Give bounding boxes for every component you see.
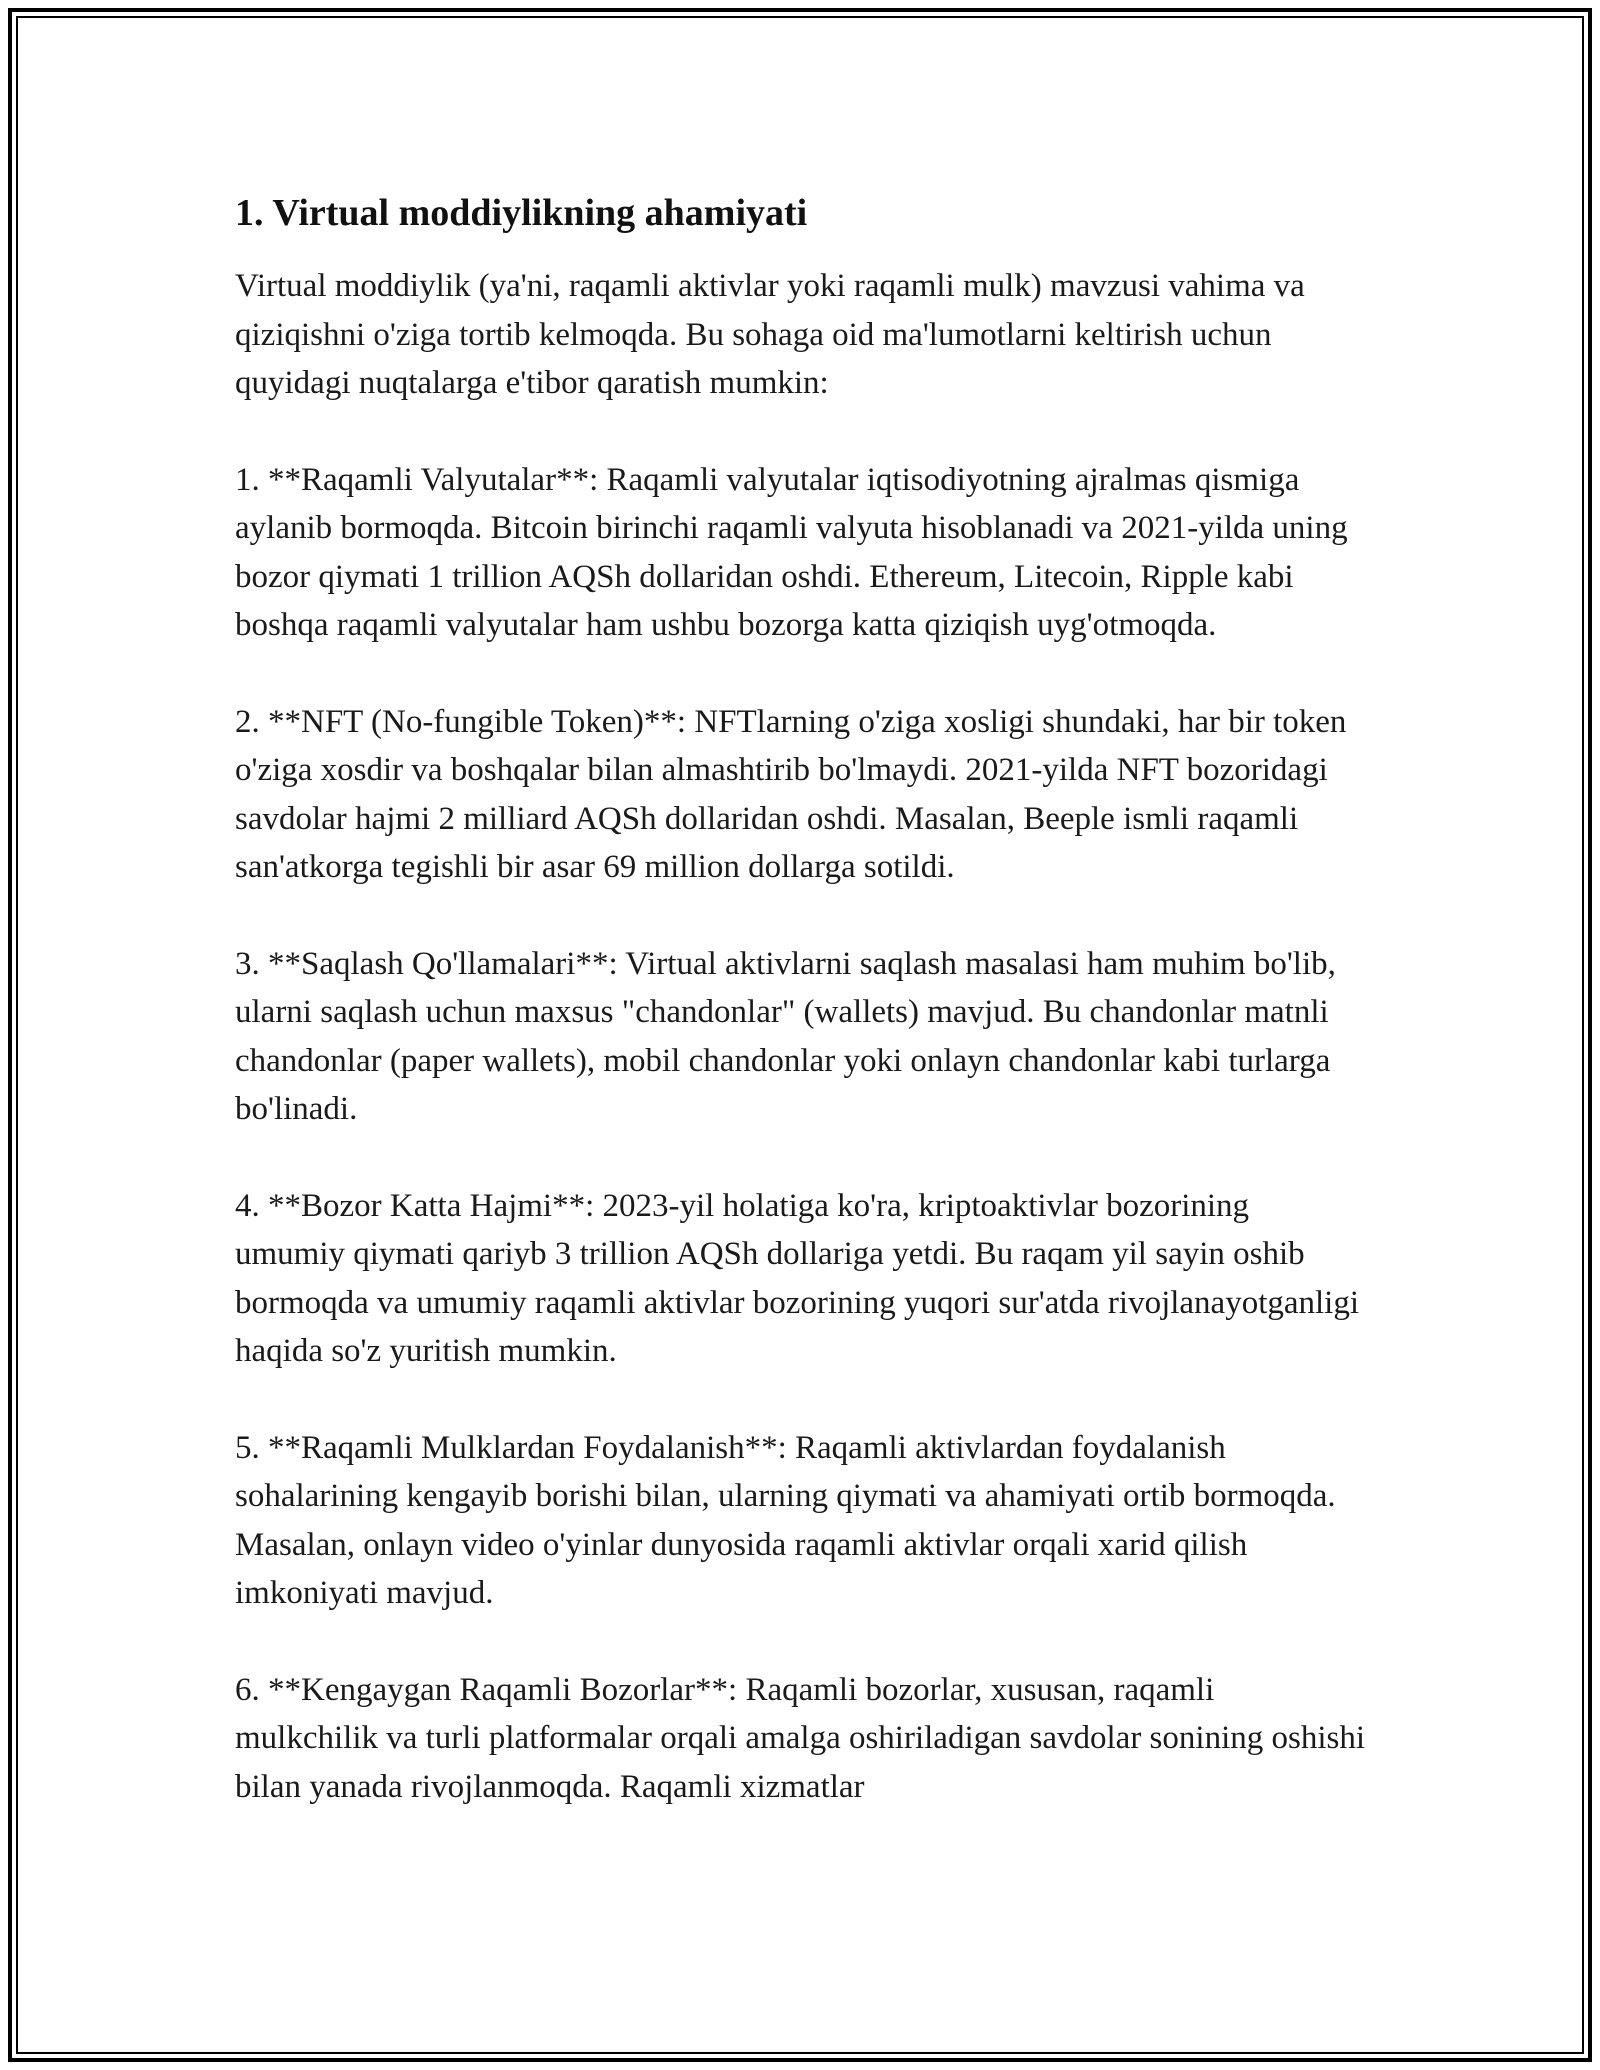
paragraph-market-size: 4. **Bozor Katta Hajmi**: 2023-yil holatiga ko'ra, kriptoaktivlar bozorining umumiy qiymati qariyb 3 trillion AQSh dollariga yetdi. Bu raqam yil sayin oshib bormoqda va umumiy raqamli aktivlar bozorining yuqori sur'atda rivojlanayotganligi haqida so'z yuritish mumkin.: [235, 1187, 1360, 1369]
paragraph-digital-property-use: 5. **Raqamli Mulklardan Foydalanish**: Raqamli aktivlardan foydalanish sohalarining kengayib borishi bilan, ularning qiymati va ahamiyati ortib bormoqda. Masalan, onlayn video o'yinlar dunyosida raqamli aktivlar orqali xarid qilish imkoniyati mavjud.: [235, 1429, 1336, 1611]
paragraph-digital-currencies: 1. **Raqamli Valyutalar**: Raqamli valyutalar iqtisodiyotning ajralmas qismiga aylanib bormoqda. Bitcoin birinchi raqamli valyuta hisoblanadi va 2021-yilda uning bozor qiymati 1 trillion AQSh dollaridan oshdi. Ethereum, Litecoin, Ripple kabi boshqa raqamli valyutalar ham ushbu bozorga katta qiziqish uyg'otmoqda.: [235, 461, 1348, 643]
paragraph-expanded-markets: 6. **Kengaygan Raqamli Bozorlar**: Raqamli bozorlar, xususan, raqamli mulkchilik va turli platformalar orqali amalga oshiriladigan savdolar sonining oshishi bilan yanada rivojlanmoqda. Raqamli xizmatlar: [235, 1671, 1366, 1805]
section-heading: 1. Virtual moddiylikning ahamiyati: [235, 192, 808, 234]
document-body: [235, 186, 1365, 1859]
intro-paragraph: Virtual moddiylik (ya'ni, raqamli aktivlar yoki raqamli mulk) mavzusi vahima va qiziqishni o'ziga tortib kelmoqda. Bu sohaga oid ma'lumotlarni keltirish uchun quyidagi nuqtalarga e'tibor qaratish mumkin:: [235, 268, 1305, 401]
paragraph-nft: 2. **NFT (No-fungible Token)**: NFTlarning o'ziga xosligi shundaki, har bir token o'ziga xosdir va boshqalar bilan almashtirib bo'lmaydi. 2021-yilda NFT bozoridagi savdolar hajmi 2 milliard AQSh dollaridan oshdi. Masalan, Beeple ismli raqamli san'atkorga tegishli bir asar 69 million dollarga sotildi.: [235, 703, 1347, 885]
paragraph-storage-wallets: 3. **Saqlash Qo'llamalari**: Virtual aktivlarni saqlash masalasi ham muhim bo'lib, ularni saqlash uchun maxsus "chandonlar" (wallets) mavjud. Bu chandonlar matnli chandonlar (paper wallets), mobil chandonlar yoki onlayn chandonlar kabi turlarga bo'linadi.: [235, 945, 1336, 1127]
